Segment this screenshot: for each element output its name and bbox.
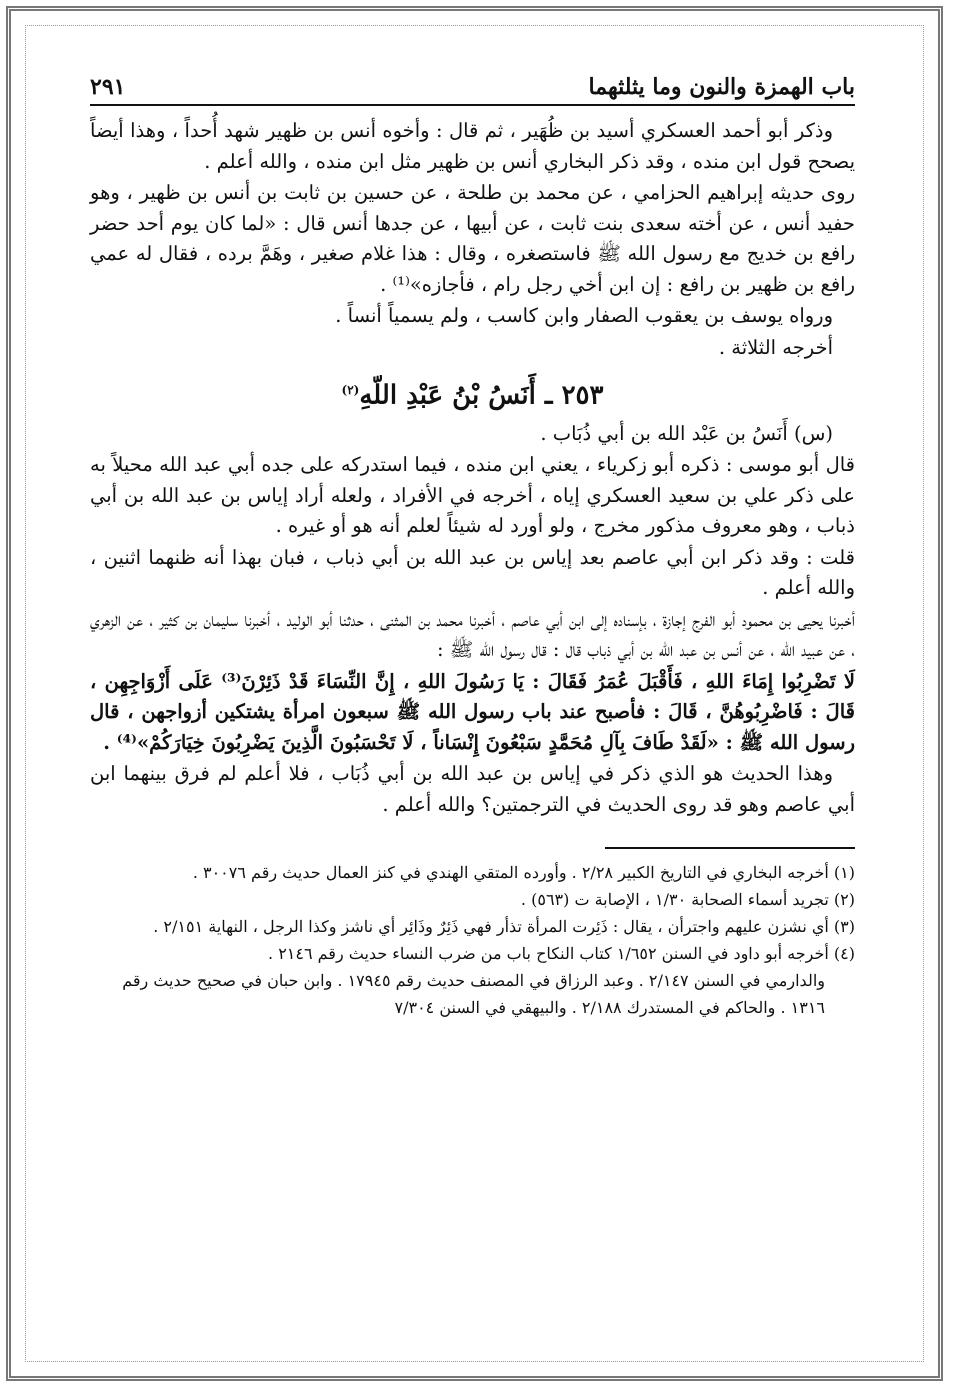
running-head: باب الهمزة والنون وما يثلثهما bbox=[588, 74, 855, 100]
footnote: (٣) أي نشزن عليهم واجترأن ، يقال : ذَئِرت المرأة تذأر فهي ذَئِرٌ وذَائِر أي ناشز وكذا الرجل ، النهاية ٢/١٥١ . bbox=[153, 917, 855, 937]
entry-heading bbox=[90, 373, 855, 413]
footnote: (٤) أخرجه أبو داود في السنن ١/٦٥٢ كتاب النكاح باب من ضرب النساء حديث رقم ٢١٤٦ . bbox=[268, 944, 855, 964]
paragraph: وهذا الحديث هو الذي ذكر في إياس بن عبد الله بن أبي ذُبَاب ، فلا أعلم لم فرق بينهما ابن أبي عاصم وهو قد روى الحديث في الترجمتين؟ والله أعلم . bbox=[90, 762, 855, 816]
footnote-separator-wrap bbox=[90, 821, 855, 859]
footnote: (٢) تجريد أسماء الصحابة ١/٣٠ ، الإصابة ت (٥٦٣) . bbox=[520, 890, 855, 910]
entry-note-ref: (٢) bbox=[341, 383, 360, 397]
page-number: ٢٩١ bbox=[90, 74, 126, 100]
entry-name: أَنَسُ بْنُ عَبْدِ اللّهِ bbox=[359, 380, 536, 411]
footnote-separator bbox=[605, 847, 855, 849]
paragraph: قال أبو موسى : ذكره أبو زكرياء ، يعني ابن منده ، فيما استدركه على جده أبي عبد الله محيلاً به على ذكر علي بن سعيد العسكري إياه ، أخرجه في الأفراد ، ولعله أراد إياس بن عبد الله بن أبي ذباب ، وهو معروف مذكور مخرج ، ولو أورد له شيئاً لعلم أنه هو أو غيره . bbox=[90, 453, 855, 538]
book-page bbox=[90, 60, 855, 1300]
page-header bbox=[90, 60, 855, 106]
paragraph: أخرجه الثلاثة . bbox=[718, 335, 833, 359]
entry-number: ٢٥٣ ـ bbox=[544, 380, 604, 411]
paragraph: قلت : وقد ذكر ابن أبي عاصم بعد إياس بن عبد الله بن أبي ذباب ، فبان بهذا أنه ظنهما اثنين ، والله أعلم . bbox=[90, 545, 855, 600]
paragraph: (س) أَنَسُ بن عَبْد الله بن أبي ذُبَاب . bbox=[540, 421, 833, 445]
paragraph: روى حديثه إبراهيم الحزامي ، عن محمد بن طلحة ، عن حسين بن ثابت بن أنس بن ظهير ، وهو حفيد أنس ، عن أخته سعدى بنت ثابت ، عن أبيها ، عن جدها أنس قال : «لما كان يوم أحد حضر رافع بن خديج مع رسول الله ﷺ فاستصغره ، وقال : هذا غلام صغير ، وهَمَّ برده ، فقال له عمي رافع بن ظهير بن رافع : إن ابن أخي رجل رام ، فأجازه»⁽¹⁾ . bbox=[90, 181, 855, 296]
paragraph: أخبرنا يحيى بن محمود أبو الفرج إجازة ، بإسناده إلى ابن أبي عاصم ، أخبرنا محمد بن المثنى ، حدثنا أبو الوليد ، أخبرنا سليمان بن كثير ، عن الزهري ، عن عبيد الله ، عن أنس بن عبد الله بن أبي ذباب قال : قال رسول الله ﷺ : bbox=[90, 607, 855, 662]
main-text bbox=[90, 116, 855, 820]
footnote: (١) أخرجه البخاري في التاريخ الكبير ٢/٢٨ . وأورده المتقي الهندي في كنز العمال حديث رقم ٣٠٠٧٦ . bbox=[192, 863, 855, 883]
paragraph: وذكر أبو أحمد العسكري أسيد بن ظُهَير ، ثم قال : وأخوه أنس بن ظهير شهد أُحداً ، وهذا أيضاً يصحح قول ابن منده ، وقد ذكر البخاري أنس بن ظهير مثل ابن منده ، والله أعلم . bbox=[90, 119, 855, 173]
footnote-continuation: والدارمي في السنن ٢/١٤٧ . وعبد الرزاق في المصنف حديث رقم ١٧٩٤٥ . وابن حبان في صحيح حديث رقم ١٣١٦ . والحاكم في المستدرك ٢/١٨٨ . والبيهقي في السنن ٧/٣٠٤ bbox=[122, 971, 825, 1018]
hadith-text: لَا تَضْرِبُوا إِمَاءَ اللهِ ، فَأَقْبَلَ عُمَرُ فَقَالَ : يَا رَسُولَ اللهِ ، إِنَّ النِّسَاءَ قَدْ ذَئِرْنَ⁽³⁾ عَلَى أَزْوَاجِهِن ، قَالَ : فَاضْرِبُوهُنَّ ، قَالَ : فأصبح عند باب رسول الله ﷺ سبعون امرأة يشتكين أزواجهن ، قال رسول الله ﷺ : «لَقَدْ طَافَ بِآلِ مُحَمَّدٍ سَبْعُونَ إِنْسَاناً ، لَا تَحْسَبُونَ الَّذِينَ يَضْرِبُونَ خِيَارَكُمْ»⁽⁴⁾ . bbox=[90, 669, 855, 754]
paragraph: ورواه يوسف بن يعقوب الصفار وابن كاسب ، ولم يسمياً أنساً . bbox=[335, 304, 833, 327]
footnotes bbox=[90, 859, 855, 1021]
